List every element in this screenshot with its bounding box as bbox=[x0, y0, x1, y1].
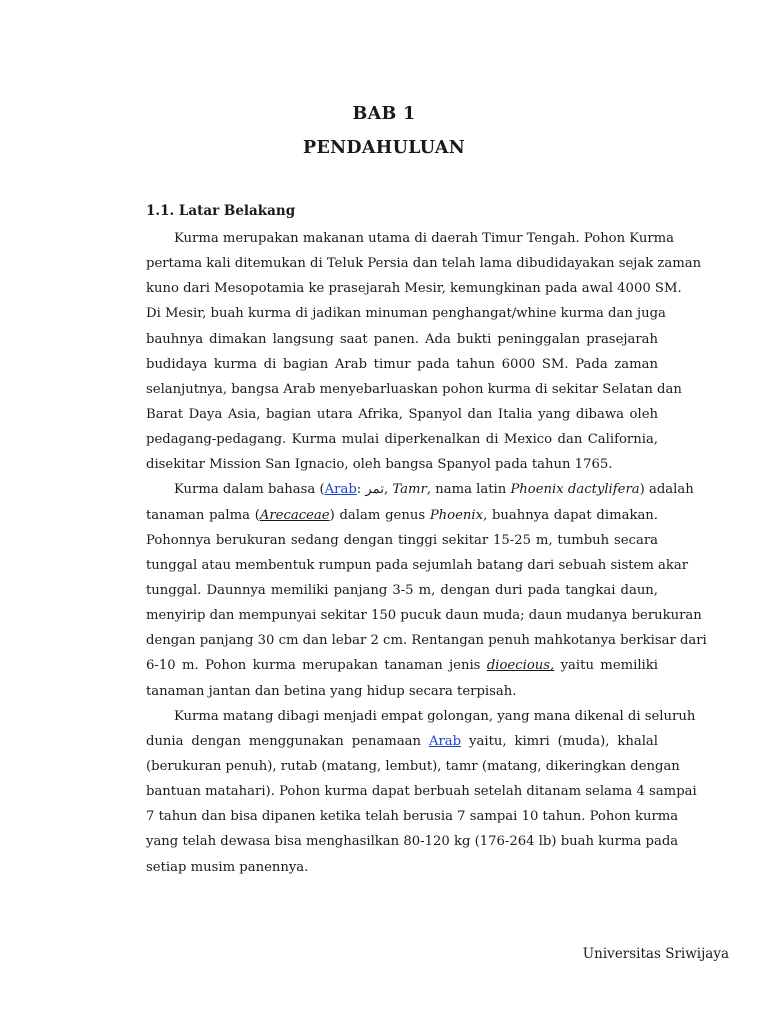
text-run: dunia dengan menggunakan penamaan bbox=[146, 733, 429, 749]
paragraph-line: pedagang-pedagang. Kurma mulai diperkenalkan di Mexico dan California, bbox=[146, 432, 658, 448]
paragraph-line: bantuan matahari). Pohon kurma dapat berbuah setelah ditanam selama 4 sampai bbox=[146, 784, 697, 800]
chapter-title: PENDAHULUAN bbox=[303, 138, 465, 158]
paragraph-line: Kurma merupakan makanan utama di daerah Timur Tengah. Pohon Kurma bbox=[174, 231, 675, 246]
arab-link[interactable]: Arab bbox=[324, 482, 357, 498]
dioecious-term: dioecious, bbox=[486, 658, 555, 674]
paragraph-line: bauhnya dimakan langsung saat panen. Ada bukti peninggalan prasejarah bbox=[146, 331, 658, 347]
paragraph-line bbox=[146, 477, 694, 502]
arabic-word: تمر bbox=[365, 482, 384, 498]
paragraph-line: 7 tahun dan bisa dipanen ketika telah berusia 7 sampai 10 tahun. Pohon kurma bbox=[146, 809, 679, 825]
text-run: : bbox=[356, 482, 366, 498]
section-heading: 1.1. Latar Belakang bbox=[146, 203, 296, 219]
paragraph-line: menyirip dan mempunyai sekitar 150 pucuk daun muda; daun mudanya berukuran bbox=[146, 608, 702, 624]
text-run: ) dalam genus bbox=[329, 507, 430, 523]
tamr-term: Tamr bbox=[392, 482, 427, 498]
paragraph-line: pertama kali ditemukan di Teluk Persia dan telah lama dibudidayakan sejak zaman bbox=[146, 256, 702, 272]
family-term: Arecaceae bbox=[259, 507, 330, 523]
paragraph-line: setiap musim panennya. bbox=[146, 859, 309, 875]
paragraph-line bbox=[146, 503, 658, 528]
paragraph-line: tunggal. Daunnya memiliki panjang 3-5 m, dengan duri pada tangkai daun, bbox=[146, 582, 658, 598]
paragraph-line: kuno dari Mesopotamia ke prasejarah Mesir, kemungkinan pada awal 4000 SM. bbox=[146, 281, 682, 297]
latin-name: Phoenix dactylifera bbox=[510, 482, 640, 498]
paragraph-line: tunggal atau membentuk rumpun pada sejumlah batang dari sebuah sistem akar bbox=[146, 557, 689, 573]
document-body bbox=[146, 226, 707, 880]
paragraph-line: dengan panjang 30 cm dan lebar 2 cm. Rentangan penuh mahkotanya berkisar dari bbox=[146, 633, 707, 649]
text-run: yaitu, kimri (muda), khalal bbox=[461, 733, 658, 749]
paragraph-line: Di Mesir, buah kurma di jadikan minuman penghangat/whine kurma dan juga bbox=[146, 306, 666, 322]
paragraph-line: selanjutnya, bangsa Arab menyebarluaskan pohon kurma di sekitar Selatan dan bbox=[146, 381, 682, 397]
paragraph-line: budidaya kurma di bagian Arab timur pada tahun 6000 SM. Pada zaman bbox=[146, 356, 658, 372]
text-run: , buahnya dapat dimakan. bbox=[483, 507, 658, 523]
text-run: yaitu memiliki bbox=[554, 658, 658, 674]
text-run: , bbox=[384, 482, 393, 498]
text-run: tanaman palma ( bbox=[146, 507, 260, 523]
paragraph-line: tanaman jantan dan betina yang hidup secara terpisah. bbox=[146, 683, 517, 699]
paragraph-line: Barat Daya Asia, bagian utara Afrika, Spanyol dan Italia yang dibawa oleh bbox=[146, 406, 658, 422]
paragraph-line bbox=[146, 653, 658, 678]
paragraph-line: (berukuran penuh), rutab (matang, lembut), tamr (matang, dikeringkan dengan bbox=[146, 758, 680, 774]
paragraph-line bbox=[146, 729, 658, 754]
paragraph-line: yang telah dewasa bisa menghasilkan 80-120 kg (176-264 lb) buah kurma pada bbox=[146, 834, 679, 850]
footer-university: Universitas Sriwijaya bbox=[582, 946, 729, 962]
text-run: , nama latin bbox=[426, 482, 511, 498]
text-run: Kurma dalam bahasa ( bbox=[174, 482, 325, 498]
text-run: ) adalah bbox=[639, 482, 694, 498]
genus-term: Phoenix bbox=[429, 507, 484, 523]
paragraph-line: Pohonnya berukuran sedang dengan tinggi sekitar 15-25 m, tumbuh secara bbox=[146, 532, 658, 548]
chapter-number: BAB 1 bbox=[352, 104, 416, 124]
arab-link[interactable]: Arab bbox=[428, 733, 462, 749]
paragraph-line: Kurma matang dibagi menjadi empat golongan, yang mana dikenal di seluruh bbox=[174, 708, 696, 724]
paragraph-line: disekitar Mission San Ignacio, oleh bangsa Spanyol pada tahun 1765. bbox=[146, 457, 613, 473]
text-run: 6-10 m. Pohon kurma merupakan tanaman jenis bbox=[146, 658, 487, 674]
